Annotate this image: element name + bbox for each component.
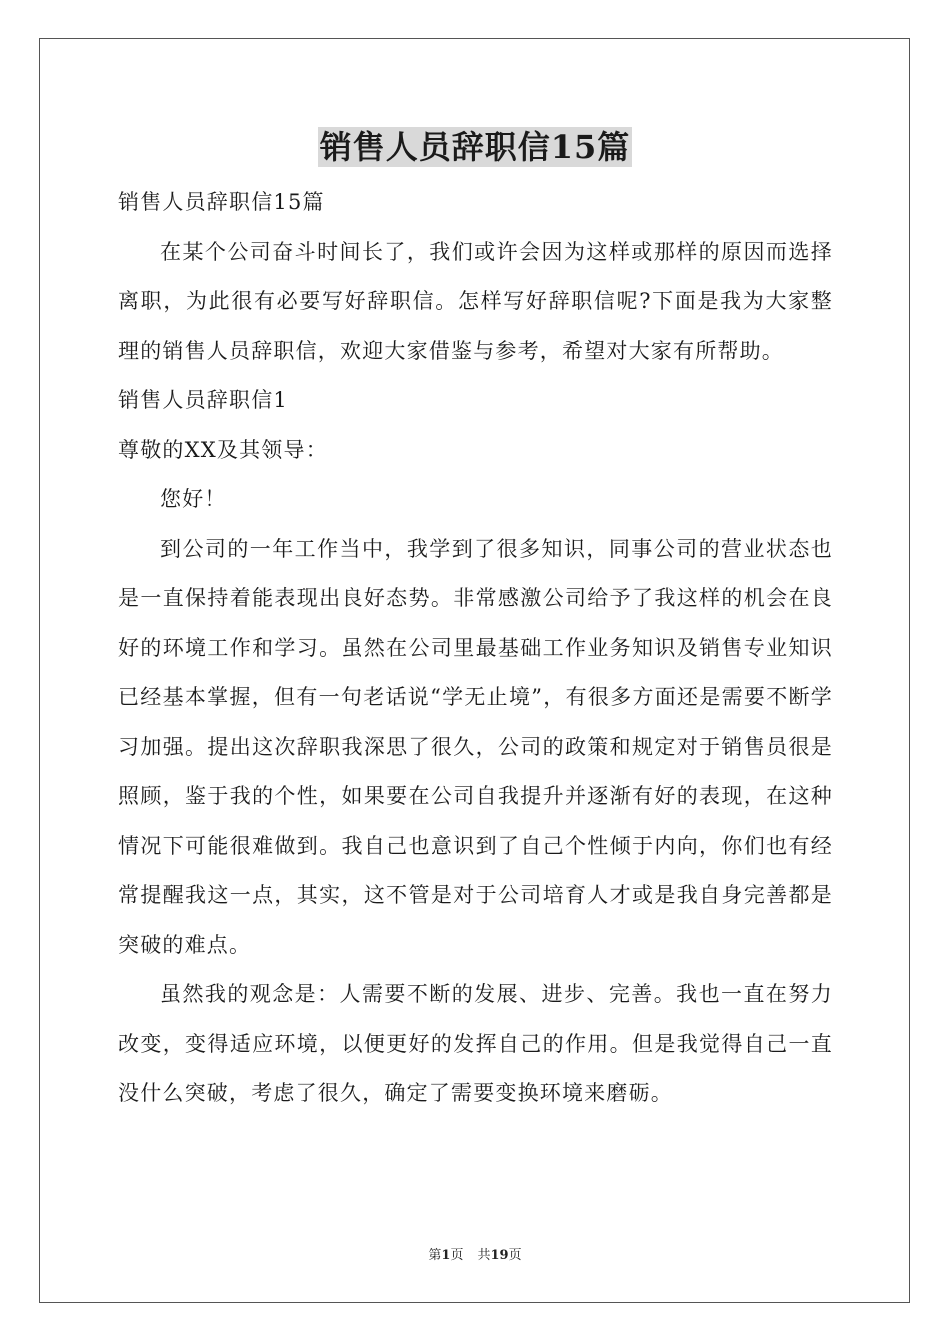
total-suffix: 页 <box>508 1248 522 1263</box>
intro-paragraph: 在某个公司奋斗时间长了，我们或许会因为这样或那样的原因而选择离职，为此很有必要写好辞职信。怎样写好辞职信呢?下面是我为大家整理的销售人员辞职信，欢迎大家借鉴与参考，希望对大家有所帮助。 <box>118 239 833 363</box>
current-page-number: 1 <box>441 1248 451 1263</box>
salutation: 尊敬的XX及其领导： <box>118 437 328 462</box>
title-container <box>0 127 950 167</box>
page-suffix: 页 <box>450 1248 464 1263</box>
greeting: 您好！ <box>160 487 227 511</box>
section-heading: 销售人员辞职信1 <box>118 388 288 412</box>
total-prefix: 共 <box>477 1248 491 1263</box>
subtitle-paragraph: 销售人员辞职信15篇 <box>118 190 325 214</box>
total-page-count: 19 <box>490 1248 509 1263</box>
body-paragraph: 到公司的一年工作当中，我学到了很多知识，同事公司的营业状态也是一直保持着能表现出良好态势。非常感激公司给予了我这样的机会在良好的环境工作和学习。虽然在公司里最基础工作业务知识及销售专业知识已经基本掌握，但有一句老话说“学无止境”，有很多方面还是需要不断学习加强。提出这次辞职我深思了很久，公司的政策和规定对于销售员很是照顾，鉴于我的个性，如果要在公司自我提升并逐渐有好的表现，在这种情况下可能很难做到。我自己也意识到了自己个性倾于内向，你们也有经常提醒我这一点，其实，这不管是对于公司培育人才或是我自身完善都是突破的难点。 <box>118 536 833 957</box>
document-title: 销售人员辞职信15篇 <box>319 128 631 166</box>
page-prefix: 第 <box>428 1248 442 1263</box>
page-footer <box>0 1248 950 1264</box>
document-body <box>118 178 833 1119</box>
body-paragraph: 虽然我的观念是：人需要不断的发展、进步、完善。我也一直在努力改变，变得适应环境，以便更好的发挥自己的作用。但是我觉得自己一直没什么突破，考虑了很久，确定了需要变换环境来磨砺。 <box>118 982 833 1105</box>
